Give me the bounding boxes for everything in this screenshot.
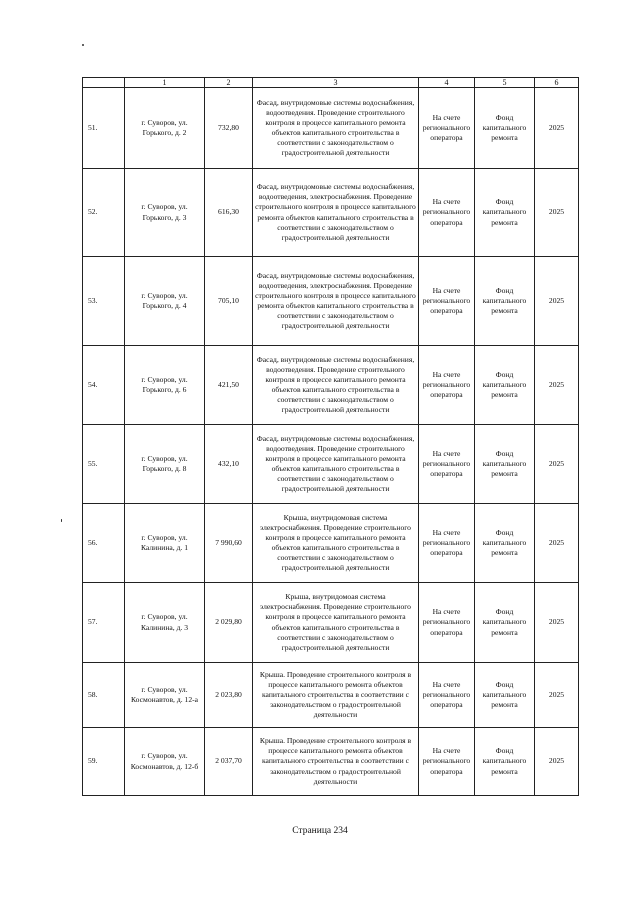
address-cell: г. Суворов, ул. Калинина, д. 3 (125, 583, 205, 663)
account-cell: На счете регионального оператора (419, 728, 475, 796)
table-row (83, 88, 579, 169)
works-cell: Фасад, внутридомовые системы водоснабжения, водоотведения. Проведение строительного контроля в процессе капитального ремонта объектов капитального строительства в соответствии с законодательством о градостроительной деятельности (253, 425, 419, 504)
row-number: 57. (83, 583, 125, 663)
account-cell: На счете регионального оператора (419, 346, 475, 425)
area-cell: 2 037,70 (205, 728, 253, 796)
account-cell: На счете регионального оператора (419, 583, 475, 663)
column-header: 1 (125, 78, 205, 88)
table-row (83, 504, 579, 583)
address-cell: г. Суворов, ул. Горького, д. 2 (125, 88, 205, 169)
account-cell: На счете регионального оператора (419, 88, 475, 169)
account-cell: На счете регионального оператора (419, 169, 475, 257)
year-cell: 2025 (535, 504, 579, 583)
works-cell: Фасад, внутридомовые системы водоснабжения, водоотведения, электроснабжения. Проведение строительного контроля в процессе капитального ремонта объектов капитального строительства в соответствии с законодательством о градостроительной деятельности (253, 169, 419, 257)
column-header: 4 (419, 78, 475, 88)
column-header: 5 (475, 78, 535, 88)
fund-cell: Фонд капитального ремонта (475, 663, 535, 728)
year-cell: 2025 (535, 663, 579, 728)
year-cell: 2025 (535, 425, 579, 504)
address-cell: г. Суворов, ул. Горького, д. 4 (125, 257, 205, 346)
column-header: 2 (205, 78, 253, 88)
header-row (83, 78, 579, 88)
works-cell: Фасад, внутридомовые системы водоснабжения, водоотведения. Проведение строительного контроля в процессе капитального ремонта объектов капитального строительства в соответствии с законодательством о градостроительной деятельности (253, 88, 419, 169)
address-cell: г. Суворов, ул. Горького, д. 3 (125, 169, 205, 257)
fund-cell: Фонд капитального ремонта (475, 169, 535, 257)
row-number: 58. (83, 663, 125, 728)
header-blank (83, 78, 125, 88)
scan-speck (61, 519, 62, 522)
works-cell: Крыша, внутридомоая система электроснабжения. Проведение строительного контроля в процессе капитального ремонта объектов капитального строительства в соответствии с законодательством о градостроительной деятельности (253, 583, 419, 663)
fund-cell: Фонд капитального ремонта (475, 346, 535, 425)
year-cell: 2025 (535, 257, 579, 346)
address-cell: г. Суворов, ул. Горького, д. 8 (125, 425, 205, 504)
row-number: 51. (83, 88, 125, 169)
row-number: 59. (83, 728, 125, 796)
year-cell: 2025 (535, 88, 579, 169)
register-table (82, 77, 579, 796)
fund-cell: Фонд капитального ремонта (475, 504, 535, 583)
works-cell: Крыша. Проведение строительного контроля в процессе капитального ремонта объектов капитального строительства в соответствии с законодательством о градостроительной деятельности (253, 663, 419, 728)
area-cell: 616,30 (205, 169, 253, 257)
row-number: 53. (83, 257, 125, 346)
works-cell: Крыша, внутридомовая система электроснабжения. Проведение строительного контроля в процессе капитального ремонта объектов капитального строительства в соответствии с законодательством о градостроительной деятельности (253, 504, 419, 583)
table-row (83, 346, 579, 425)
row-number: 56. (83, 504, 125, 583)
address-cell: г. Суворов, ул. Горького, д. 6 (125, 346, 205, 425)
table-row (83, 663, 579, 728)
address-cell: г. Суворов, ул. Космонавтов, д. 12-а (125, 663, 205, 728)
fund-cell: Фонд капитального ремонта (475, 257, 535, 346)
area-cell: 732,80 (205, 88, 253, 169)
table-row (83, 583, 579, 663)
area-cell: 7 990,60 (205, 504, 253, 583)
account-cell: На счете регионального оператора (419, 663, 475, 728)
table-row (83, 728, 579, 796)
works-cell: Фасад, внутридомовые системы водоснабжения, водоотведения. Проведение строительного контроля в процессе капитального ремонта объектов капитального строительства в соответствии с законодательством о градостроительной деятельности (253, 346, 419, 425)
scan-speck (82, 44, 84, 46)
area-cell: 2 023,80 (205, 663, 253, 728)
row-number: 55. (83, 425, 125, 504)
year-cell: 2025 (535, 346, 579, 425)
area-cell: 421,50 (205, 346, 253, 425)
row-number: 54. (83, 346, 125, 425)
year-cell: 2025 (535, 169, 579, 257)
table-row (83, 425, 579, 504)
page-number: Страница 234 (292, 826, 348, 836)
account-cell: На счете регионального оператора (419, 257, 475, 346)
column-header: 6 (535, 78, 579, 88)
area-cell: 705,10 (205, 257, 253, 346)
row-number: 52. (83, 169, 125, 257)
column-header: 3 (253, 78, 419, 88)
fund-cell: Фонд капитального ремонта (475, 583, 535, 663)
fund-cell: Фонд капитального ремонта (475, 728, 535, 796)
address-cell: г. Суворов, ул. Космонавтов, д. 12-б (125, 728, 205, 796)
works-cell: Фасад, внутридомовые системы водоснабжения, водоотведения, электроснабжения. Проведение строительного контроля в процессе капитального ремонта объектов капитального строительства в соответствии с законодательством о градостроительной деятельности (253, 257, 419, 346)
fund-cell: Фонд капитального ремонта (475, 425, 535, 504)
account-cell: На счете регионального оператора (419, 425, 475, 504)
year-cell: 2025 (535, 583, 579, 663)
area-cell: 432,10 (205, 425, 253, 504)
table-row (83, 169, 579, 257)
year-cell: 2025 (535, 728, 579, 796)
account-cell: На счете регионального оператора (419, 504, 475, 583)
area-cell: 2 029,80 (205, 583, 253, 663)
fund-cell: Фонд капитального ремонта (475, 88, 535, 169)
works-cell: Крыша. Проведение строительного контроля в процессе капитального ремонта объектов капитального строительства в соответствии с законодательством о градостроительной деятельности (253, 728, 419, 796)
address-cell: г. Суворов, ул. Калинина, д. 1 (125, 504, 205, 583)
table-row (83, 257, 579, 346)
